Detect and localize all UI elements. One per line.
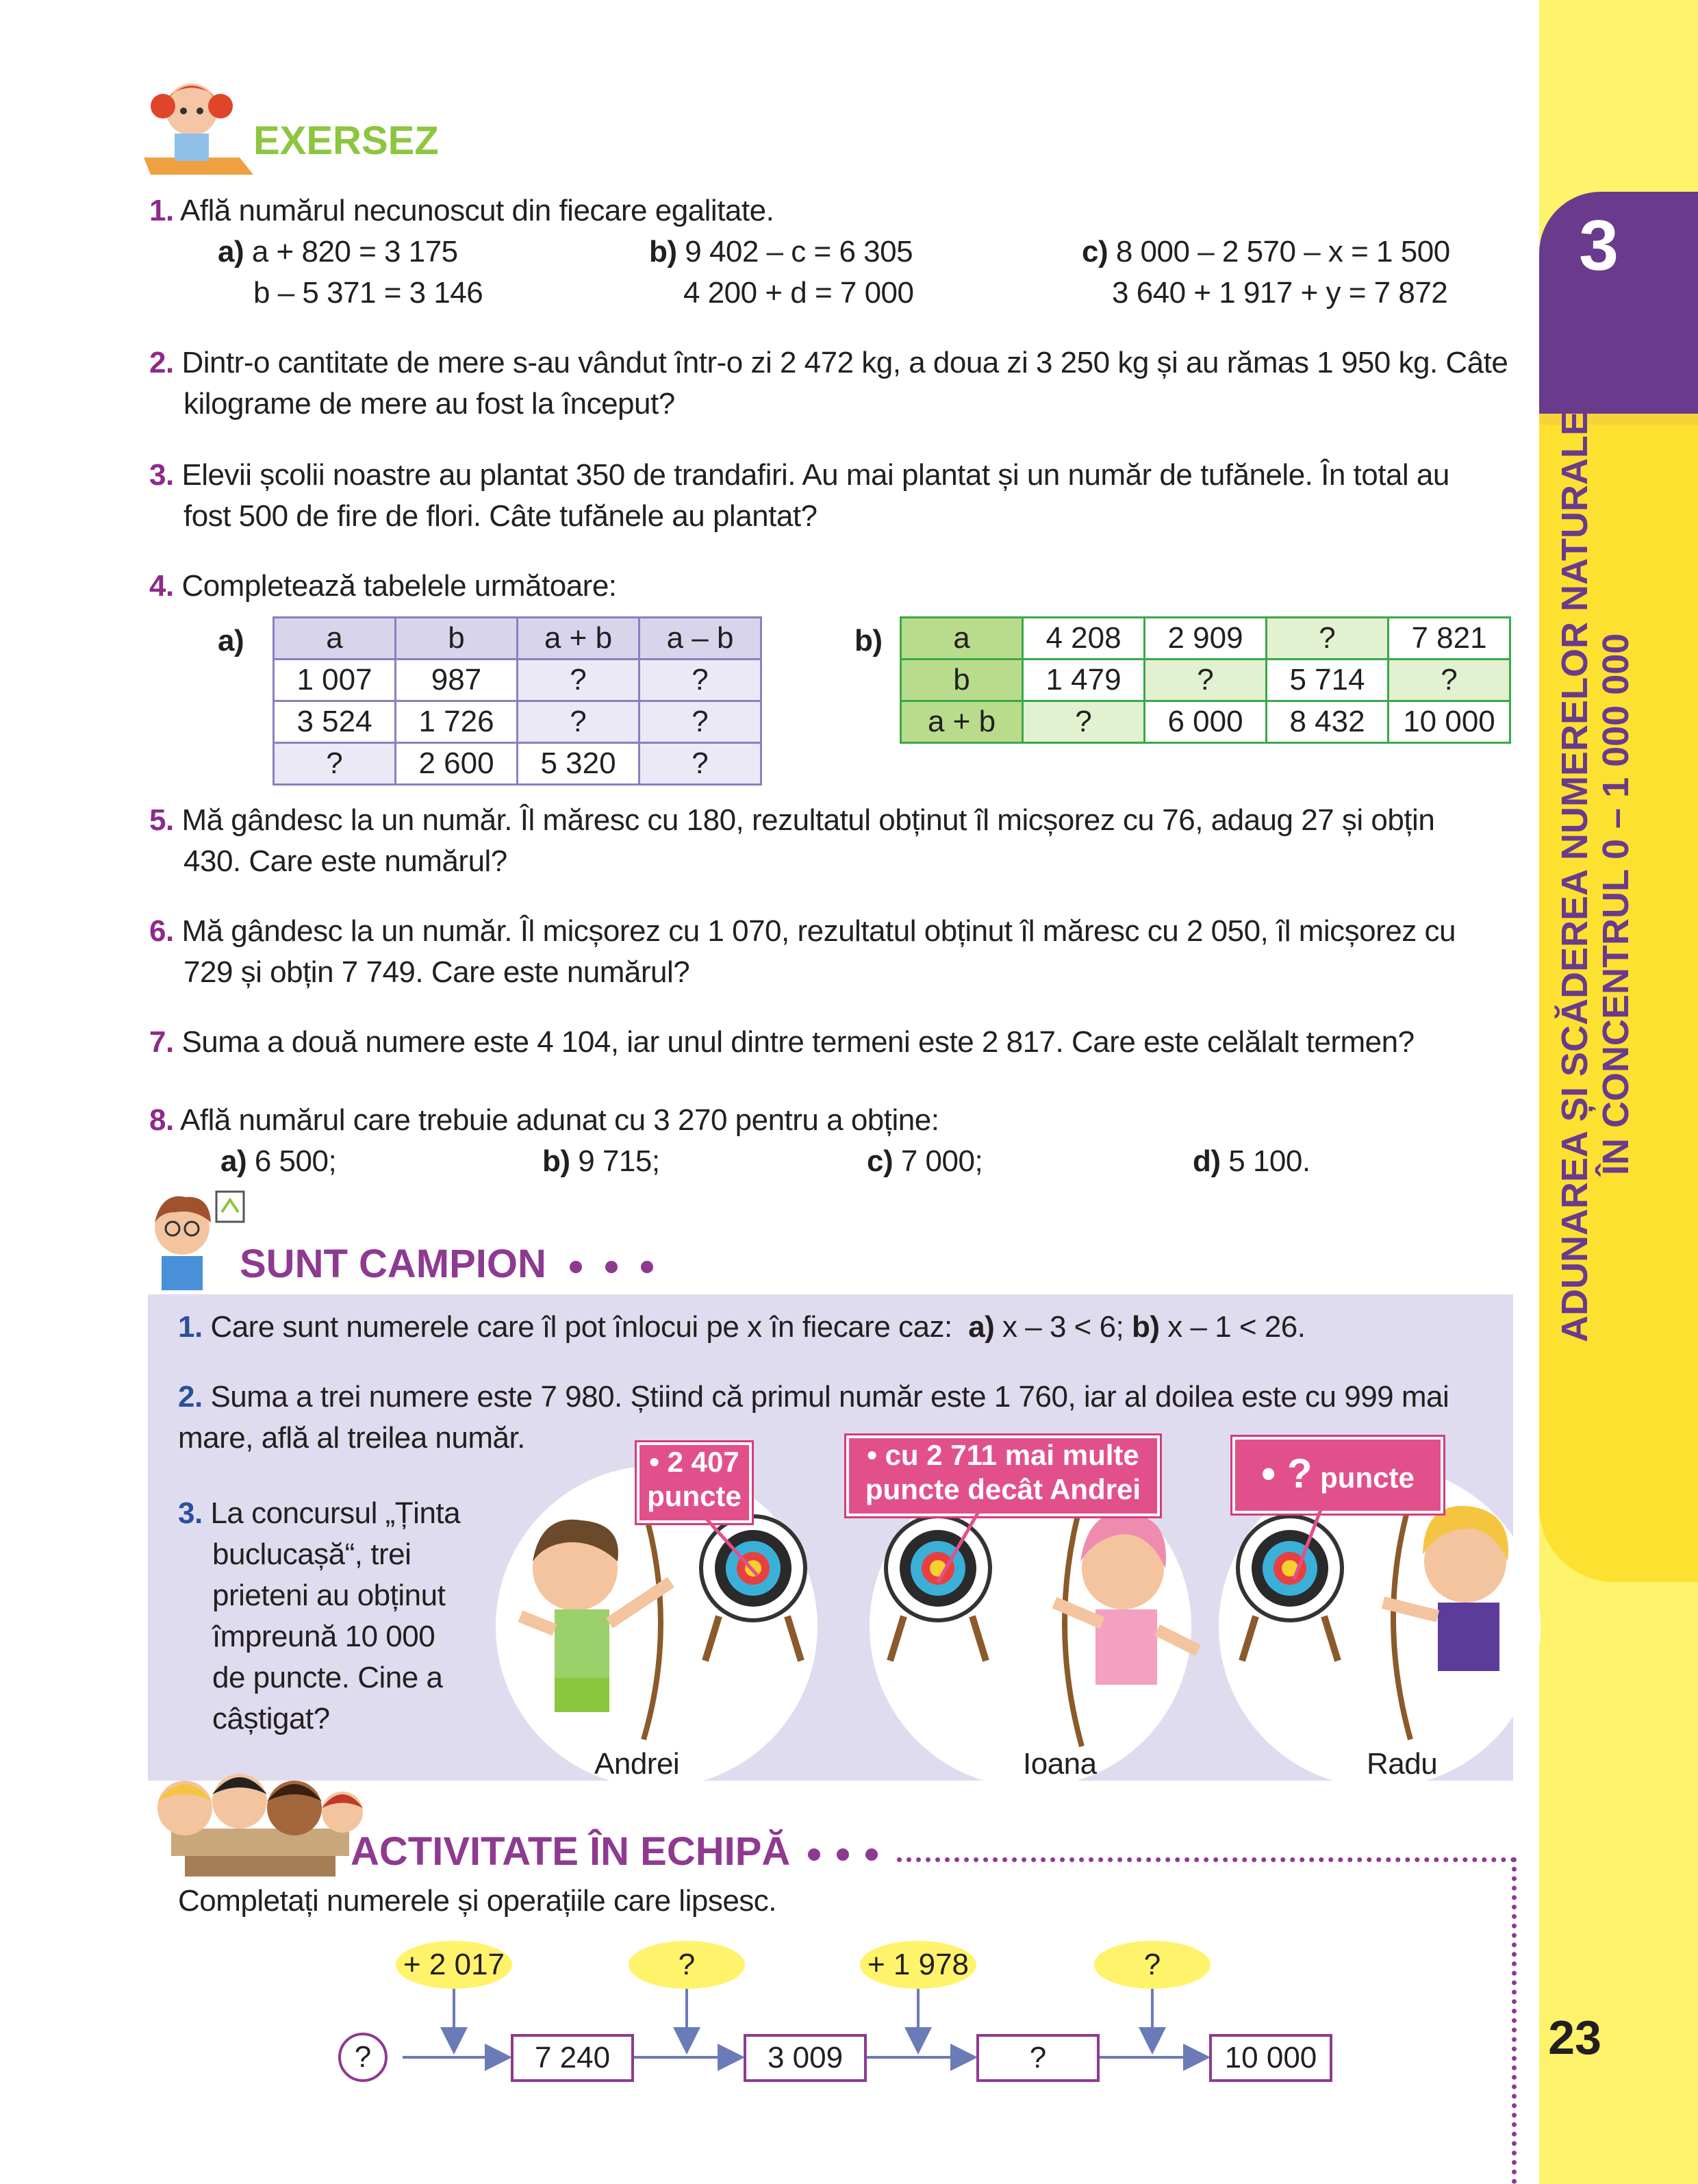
name-andrei: Andrei <box>594 1747 680 1781</box>
heading-dot <box>605 1261 618 1273</box>
campion-ex1-text: Care sunt numerele care îl pot înlocui pe x în fiecare caz: <box>210 1310 952 1344</box>
ex1-number: 1. <box>149 194 174 227</box>
ex7-text: Suma a două numere este 4 104, iar unul dintre termeni este 2 817. Care este celălalt termen? <box>181 1025 1415 1059</box>
chapter-title-line2: ÎN CONCENTRUL 0 – 1 000 000 <box>1595 633 1636 1175</box>
ex6-number: 6. <box>149 914 174 948</box>
ex1-a1: a + 820 = 3 175 <box>251 235 458 268</box>
table-cell: b <box>901 660 1023 701</box>
archer-radu-illustration <box>1376 1479 1534 1753</box>
ex7-statement <box>149 1022 1415 1063</box>
ex4-a-label: a) <box>218 624 244 657</box>
table-cell: ? <box>1267 618 1389 660</box>
table-row <box>901 618 1510 660</box>
ex8-number: 8. <box>149 1103 174 1137</box>
operation-oval: ? <box>629 1941 745 1989</box>
archer-ioana-illustration <box>1041 1486 1205 1753</box>
echipa-heading-text: ACTIVITATE ÎN ECHIPĂ <box>351 1829 791 1874</box>
campion-ex1-b: x – 1 < 26. <box>1167 1310 1306 1344</box>
value-box: 10 000 <box>1209 2034 1332 2082</box>
ex1-c-label: c) <box>1082 235 1108 268</box>
table-cell: 1 007 <box>274 660 396 701</box>
ex1-a-row1 <box>218 231 458 273</box>
table-cell: 10 000 <box>1389 701 1510 743</box>
table-cell: b <box>396 618 518 660</box>
table-cell: 987 <box>396 660 518 701</box>
andrei-points-label <box>637 1442 752 1523</box>
boy-champion-illustration <box>134 1185 257 1294</box>
table-row <box>274 660 761 701</box>
table-cell: 2 909 <box>1145 618 1267 660</box>
start-value-circle: ? <box>338 2033 388 2082</box>
ex8-c-value: 7 000; <box>900 1144 983 1178</box>
ex7-number: 7. <box>149 1025 174 1059</box>
ex5-text1: Mă gândesc la un număr. Îl măresc cu 180, rezultatul obținut îl micșorez cu 76, adaug 27 și obțin <box>181 803 1435 837</box>
ex8-a-value: 6 500; <box>254 1144 337 1178</box>
table-cell: 7 821 <box>1389 618 1510 660</box>
ex1-c2: 3 640 + 1 917 + y = 7 872 <box>1112 276 1448 310</box>
ex8-b-label: b) <box>542 1144 570 1178</box>
ex8-d-value: 5 100. <box>1228 1144 1310 1178</box>
ex2-text1: Dintr-o cantitate de mere s-au vândut într-o zi 2 472 kg, a doua zi 3 250 kg și au rămas 1 950 kg. Câte <box>181 346 1508 379</box>
heading-dot <box>865 1848 878 1861</box>
table-cell: ? <box>274 743 396 785</box>
value-box: 3 009 <box>744 2034 867 2082</box>
table-cell: ? <box>639 701 761 743</box>
table-cell: 5 320 <box>518 743 639 785</box>
campion-ex3-line: de puncte. Cine a <box>212 1661 443 1694</box>
heading-dot <box>641 1261 653 1273</box>
heading-dot <box>570 1261 582 1273</box>
ex1-b2: 4 200 + d = 7 000 <box>683 276 914 310</box>
archer-andrei-illustration <box>514 1493 678 1753</box>
ex6-line2: 729 și obțin 7 749. Care este numărul? <box>183 955 690 989</box>
radu-points-label <box>1232 1437 1443 1514</box>
campion-ex3-line: împreună 10 000 <box>212 1620 435 1653</box>
table-a-header <box>274 618 761 660</box>
table-cell: 3 524 <box>274 701 396 743</box>
ex5-line1 <box>149 800 1434 841</box>
campion-ex1-b-label: b) <box>1132 1310 1160 1344</box>
campion-heading-text: SUNT CAMPION <box>240 1242 546 1286</box>
ex2-line1 <box>149 342 1508 384</box>
operation-oval: + 1 978 <box>860 1941 976 1989</box>
pointer-line <box>692 1518 760 1579</box>
table-cell: ? <box>518 660 639 701</box>
bubble1-line1: • 2 407 <box>649 1446 739 1478</box>
chapter-title <box>1554 410 1636 1342</box>
ex1-b1: 9 402 – c = 6 305 <box>685 235 913 268</box>
ex8-a-label: a) <box>220 1144 247 1178</box>
table-cell: ? <box>639 743 761 785</box>
campion-ex1 <box>178 1307 1305 1348</box>
ex1-c-row1 <box>1082 231 1450 273</box>
ex6-line1 <box>149 911 1456 952</box>
ex1-statement <box>149 190 774 231</box>
ex1-text: Află numărul necunoscut din fiecare egalitate. <box>180 194 774 227</box>
table-b <box>900 616 1511 744</box>
ex1-b-label: b) <box>649 235 677 268</box>
table-cell: ? <box>639 660 761 701</box>
heading-dot <box>837 1848 849 1861</box>
campion-ex1-number: 1. <box>178 1310 203 1344</box>
ex8-c-label: c) <box>867 1144 894 1178</box>
campion-ex2-line2: mare, află al treilea număr. <box>178 1421 525 1455</box>
ex1-b-row1 <box>649 231 913 273</box>
table-cell: a + b <box>518 618 639 660</box>
table-cell: ? <box>1023 701 1145 743</box>
ex8-c <box>867 1141 983 1182</box>
campion-ex3-line: buclucașă“, trei <box>212 1537 411 1571</box>
ex1-a2: b – 5 371 = 3 146 <box>253 276 483 310</box>
ex4-number: 4. <box>149 569 174 603</box>
team-illustration <box>137 1760 363 1877</box>
campion-ex2-line1 <box>178 1377 1449 1418</box>
exersez-heading: EXERSEZ <box>253 118 439 163</box>
table-cell: 1 479 <box>1023 660 1145 701</box>
campion-ex3-number: 3. <box>178 1496 203 1530</box>
bubble3-bullet: • ? <box>1261 1451 1313 1496</box>
page-number: 23 <box>1548 2011 1601 2064</box>
table-a <box>273 616 762 786</box>
operation-oval: + 2 017 <box>396 1941 512 1989</box>
table-cell: 1 726 <box>396 701 518 743</box>
echipa-instruction: Completați numerele și operațiile care lipsesc. <box>178 1884 777 1918</box>
table-cell: 6 000 <box>1145 701 1267 743</box>
pointer-line <box>931 1511 1000 1586</box>
campion-ex3-line: La concursul „Ținta <box>210 1496 461 1530</box>
bubble2-line1: • cu 2 711 mai multe <box>867 1439 1139 1471</box>
ex2-line2: kilograme de mere au fost la început? <box>183 387 675 421</box>
ex3-line1 <box>149 455 1449 496</box>
name-ioana: Ioana <box>1023 1747 1097 1781</box>
table-cell: a <box>274 618 396 660</box>
campion-heading <box>240 1241 653 1287</box>
ex8-d-label: d) <box>1193 1144 1221 1178</box>
campion-ex1-a-label: a) <box>968 1310 995 1344</box>
heading-dot <box>808 1848 820 1861</box>
pointer-line <box>1287 1508 1342 1583</box>
dotted-divider <box>897 1857 1516 1862</box>
bubble2-line2: puncte decât Andrei <box>865 1473 1141 1505</box>
table-cell: ? <box>1389 660 1510 701</box>
table-cell: 4 208 <box>1023 618 1145 660</box>
ex8-b <box>542 1141 660 1182</box>
ex8-d <box>1193 1141 1310 1182</box>
ex3-number: 3. <box>149 458 174 492</box>
ex4-text: Completează tabelele următoare: <box>181 569 617 603</box>
table-cell: a – b <box>639 618 761 660</box>
value-box: 7 240 <box>511 2034 634 2082</box>
campion-ex1-a: x – 3 < 6; <box>1002 1310 1124 1344</box>
ex2-number: 2. <box>149 346 174 379</box>
dotted-divider <box>1512 1857 1517 2184</box>
ex3-text1: Elevii școlii noastre au plantat 350 de trandafiri. Au mai plantat și un număr de tufănele. În total au <box>181 458 1449 492</box>
ex8-statement <box>149 1100 939 1141</box>
table-cell: ? <box>1145 660 1267 701</box>
table-row <box>901 701 1510 743</box>
table-row <box>274 701 761 743</box>
bubble3-text: puncte <box>1320 1461 1415 1494</box>
ex1-c1: 8 000 – 2 570 – x = 1 500 <box>1115 235 1450 268</box>
ex4-b-label: b) <box>854 624 883 657</box>
table-row <box>274 743 761 785</box>
table-cell: ? <box>518 701 639 743</box>
ex3-line2: fost 500 de fire de flori. Câte tufănele au plantat? <box>183 499 818 533</box>
ex8-a <box>220 1141 336 1182</box>
campion-ex3-line: prieteni au obținut <box>212 1579 446 1612</box>
ex4-statement <box>149 566 617 607</box>
bubble1-line2: puncte <box>647 1480 742 1512</box>
campion-ex2-text1: Suma a trei numere este 7 980. Știind că primul număr este 1 760, iar al doilea este cu 999 mai <box>210 1380 1449 1414</box>
girl-writing-illustration <box>137 75 260 178</box>
table-cell: 8 432 <box>1267 701 1389 743</box>
campion-ex3-line: câștigat? <box>212 1702 330 1735</box>
ex1-a-label: a) <box>218 235 244 268</box>
ex8-b-value: 9 715; <box>578 1144 660 1178</box>
campion-ex2-number: 2. <box>178 1380 203 1414</box>
ex5-number: 5. <box>149 803 174 837</box>
table-row <box>901 660 1510 701</box>
table-cell: 5 714 <box>1267 660 1389 701</box>
ex6-text1: Mă gândesc la un număr. Îl micșorez cu 1 070, rezultatul obținut îl măresc cu 2 050, îl micșorez cu <box>181 914 1456 948</box>
table-cell: a <box>901 618 1023 660</box>
value-box: ? <box>976 2034 1100 2082</box>
ioana-points-label <box>846 1435 1160 1516</box>
table-cell: 2 600 <box>396 743 518 785</box>
chapter-number: 3 <box>1579 206 1619 286</box>
ex5-line2: 430. Care este numărul? <box>183 844 507 878</box>
echipa-heading <box>351 1829 878 1874</box>
table-cell: a + b <box>901 701 1023 743</box>
operation-oval: ? <box>1094 1941 1211 1989</box>
name-radu: Radu <box>1367 1747 1438 1781</box>
campion-ex3 <box>178 1493 460 1740</box>
chapter-title-line1: ADUNAREA ȘI SCĂDEREA NUMERELOR NATURALE <box>1554 410 1595 1342</box>
ex8-text: Află numărul care trebuie adunat cu 3 270 pentru a obține: <box>180 1103 939 1137</box>
